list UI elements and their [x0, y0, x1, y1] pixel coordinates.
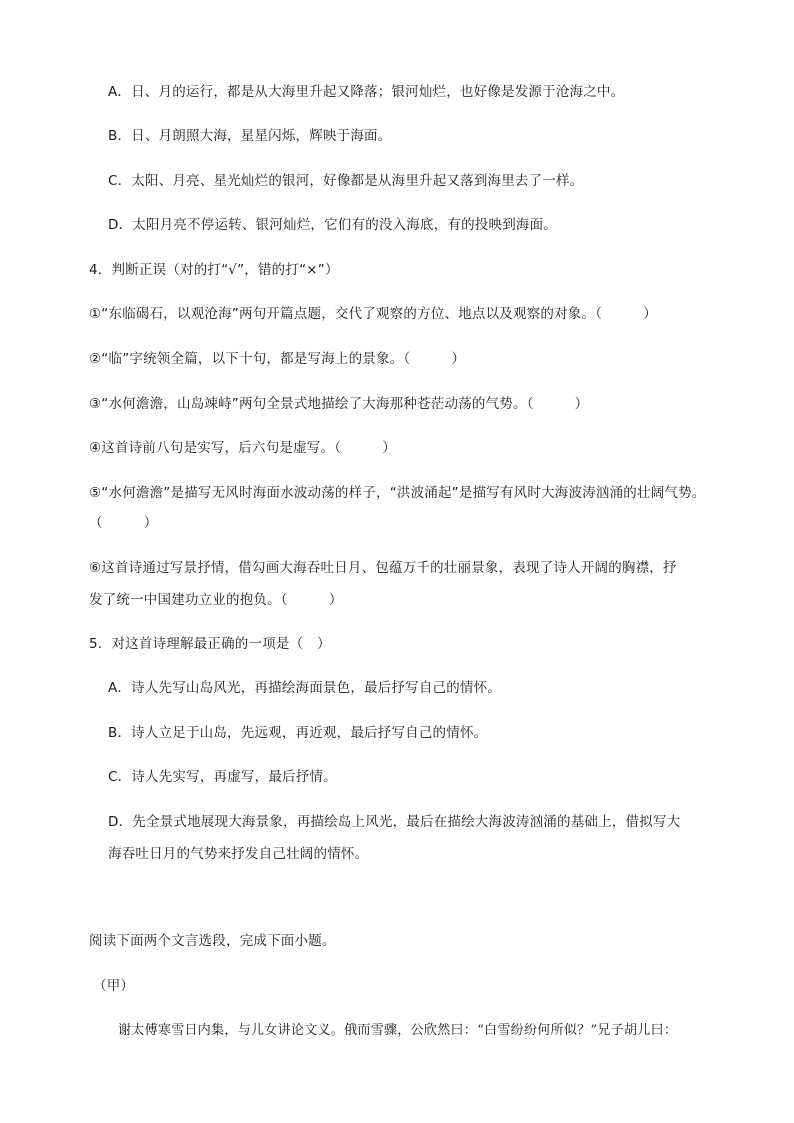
- q4-item-4: ④这首诗前八句是实写，后六句是虚写。（ ）: [89, 440, 396, 456]
- q4-title: 4．判断正误（对的打“√”，错的打“×”）: [89, 262, 339, 278]
- q3-option-c: C．太阳、月亮、星光灿烂的银河，好像都是从海里升起又落到海里去了一样。: [108, 173, 584, 189]
- q4-item-1: ①“东临碣石，以观沧海”两句开篇点题，交代了观察的方位、地点以及观察的对象。（ ）: [89, 306, 657, 322]
- reading-part-a-label: （甲）: [93, 978, 135, 994]
- q5-option-a: A．诗人先写山岛风光，再描绘海面景色，最后抒写自己的情怀。: [108, 680, 502, 696]
- q5-title: 5．对这首诗理解最正确的一项是（ ）: [89, 636, 331, 652]
- q3-option-d: D．太阳月亮不停运转、银河灿烂，它们有的没入海底，有的投映到海面。: [108, 217, 557, 233]
- q4-item-5: ⑤“水何澹澹”是描写无风时海面水波动荡的样子，“洪波涌起”是描写有风时大海波涛汹涌的壮阔气势。: [89, 485, 706, 501]
- q4-item-6: ⑥这首诗通过写景抒情，借勾画大海吞吐日月、包蕴万千的壮丽景象，表现了诗人开阔的胸襟，抒: [89, 560, 677, 576]
- q3-option-a: A．日、月的运行，都是从大海里升起又降落；银河灿烂，也好像是发源于沧海之中。: [108, 84, 625, 100]
- q4-item-5-blank: （ ）: [89, 515, 158, 531]
- q4-item-6-cont: 发了统一中国建功立业的抱负。（ ）: [89, 592, 343, 608]
- classical-text: 谢太傅寒雪日内集，与儿女讲论文义。俄而雪骤，公欣然曰：“白雪纷纷何所似？”兄子胡儿曰：: [118, 1023, 678, 1038]
- reading-intro: 阅读下面两个文言选段，完成下面小题。: [89, 933, 336, 949]
- q3-option-b: B．日、月朗照大海，星星闪烁，辉映于海面。: [108, 128, 392, 144]
- q4-item-3: ③“水何澹澹，山岛竦峙”两句全景式地描绘了大海那种苍茫动荡的气势。（ ）: [89, 396, 589, 412]
- q5-option-b: B．诗人立足于山岛，先远观，再近观，最后抒写自己的情怀。: [108, 725, 488, 741]
- q4-item-2: ②“临”字统领全篇，以下十句，都是写海上的景象。（ ）: [89, 351, 466, 367]
- q5-option-d: D．先全景式地展现大海景象，再描绘岛上风光，最后在描绘大海波涛汹涌的基础上，借拟写大: [108, 814, 681, 830]
- q5-option-d-cont: 海吞吐日月的气势来抒发自己壮阔的情怀。: [108, 846, 369, 862]
- q5-option-c: C．诗人先实写，再虚写，最后抒情。: [108, 769, 337, 785]
